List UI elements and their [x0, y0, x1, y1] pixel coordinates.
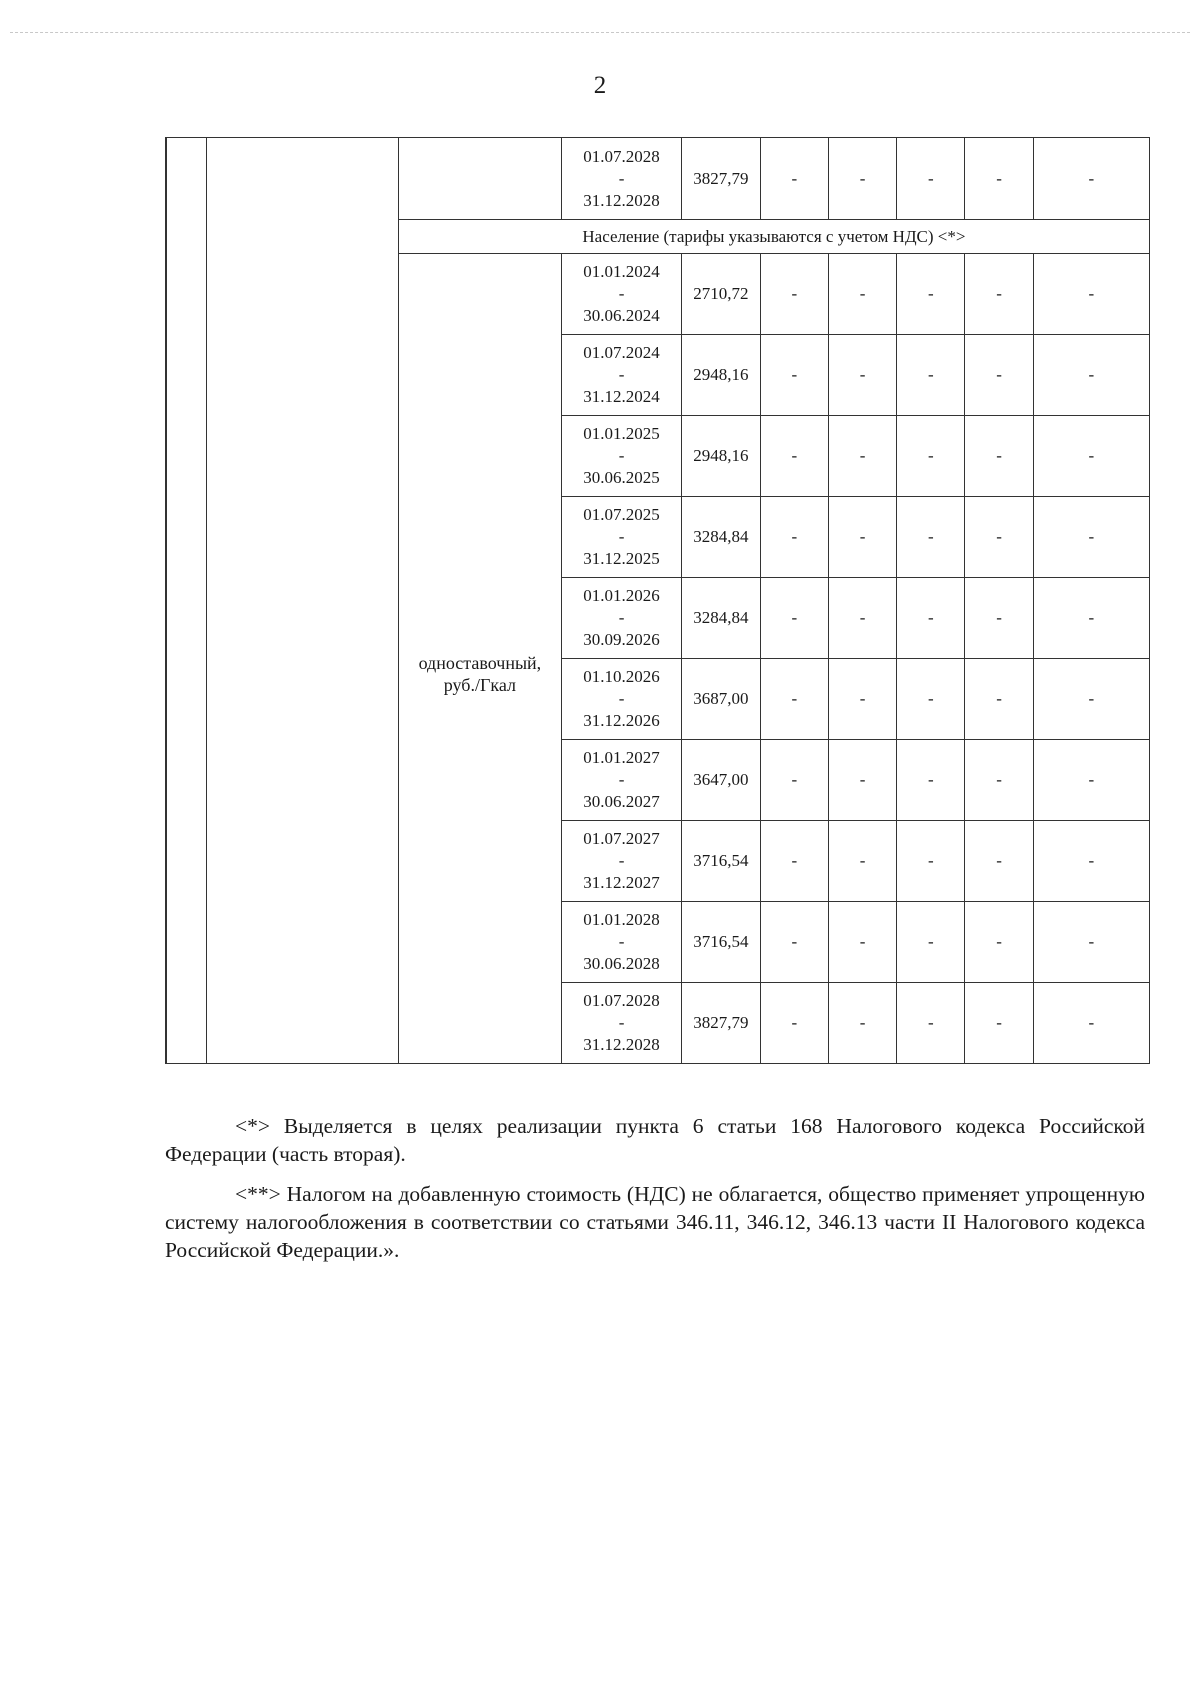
period-cell: [561, 659, 681, 740]
dash-cell: -: [897, 902, 965, 983]
period-to: 30.06.2027: [583, 792, 660, 811]
dash-cell: -: [828, 497, 896, 578]
period-to: 31.12.2027: [583, 873, 660, 892]
row-number-cell: [166, 138, 207, 1064]
dash-cell: -: [897, 254, 965, 335]
dash-cell: -: [828, 740, 896, 821]
dash-cell: -: [897, 578, 965, 659]
dash-cell: -: [760, 902, 828, 983]
period-cell: [561, 740, 681, 821]
period-to: 31.12.2025: [583, 549, 660, 568]
period-separator: -: [618, 851, 625, 870]
dash-cell: -: [760, 335, 828, 416]
dash-cell: -: [965, 902, 1033, 983]
dash-cell: -: [897, 821, 965, 902]
page-number: 2: [593, 72, 607, 99]
dash-cell: -: [965, 497, 1033, 578]
period-to: 31.12.2024: [583, 387, 660, 406]
period-cell: [561, 416, 681, 497]
rate-cell: 3284,84: [682, 497, 760, 578]
dash-cell: -: [897, 659, 965, 740]
rate-cell: 3687,00: [682, 659, 760, 740]
dash-cell: -: [1033, 821, 1149, 902]
dash-cell: -: [760, 416, 828, 497]
organization-cell: [207, 138, 399, 1064]
dash-cell: -: [828, 335, 896, 416]
period-separator: -: [618, 284, 625, 303]
dash-cell: -: [828, 578, 896, 659]
period-separator: -: [618, 446, 625, 465]
unit-label-line2: руб./Гкал: [443, 674, 516, 695]
dash-cell: -: [828, 138, 896, 220]
period-cell: [561, 902, 681, 983]
footnote-2: [165, 1180, 1145, 1264]
dash-cell: -: [760, 578, 828, 659]
period-cell: [561, 335, 681, 416]
dash-cell: -: [760, 497, 828, 578]
period-separator: -: [618, 770, 625, 789]
dash-cell: -: [828, 983, 896, 1064]
period-separator: -: [618, 932, 625, 951]
period-from: 01.01.2025: [583, 424, 660, 443]
dash-cell: -: [828, 254, 896, 335]
period-from: 01.01.2024: [583, 262, 660, 281]
dash-cell: -: [1033, 983, 1149, 1064]
period-to: 30.06.2028: [583, 954, 660, 973]
dash-cell: -: [965, 983, 1033, 1064]
dash-cell: -: [828, 659, 896, 740]
dash-cell: -: [1033, 497, 1149, 578]
dash-cell: -: [1033, 254, 1149, 335]
dash-cell: -: [760, 740, 828, 821]
dash-cell: -: [897, 497, 965, 578]
period-to: 31.12.2028: [583, 1035, 660, 1054]
period-cell: [561, 254, 681, 335]
footnote-2-text: <**> Налогом на добавленную стоимость (НДС) не облагается, общество применяет упрощенную систему налогообложения в соответствии со статьями 346.11, 346.12, 346.13 части II Налогового кодекса Российской Федерации.».: [165, 1182, 1145, 1262]
dash-cell: -: [1033, 416, 1149, 497]
dash-cell: -: [1033, 902, 1149, 983]
dash-cell: -: [965, 416, 1033, 497]
dash-cell: -: [897, 740, 965, 821]
dash-cell: -: [760, 821, 828, 902]
tariff-table: [165, 137, 1150, 1064]
scan-edge-line: [10, 32, 1190, 33]
unit-label-cell: [398, 254, 561, 1064]
dash-cell: -: [897, 138, 965, 220]
dash-cell: -: [1033, 138, 1149, 220]
period-separator: -: [618, 365, 625, 384]
rate-cell: 3716,54: [682, 821, 760, 902]
period-cell: [561, 578, 681, 659]
dash-cell: -: [828, 821, 896, 902]
dash-cell: -: [1033, 335, 1149, 416]
rate-cell: 2710,72: [682, 254, 760, 335]
footnote-1-text: <*> Выделяется в целях реализации пункта 6 статьи 168 Налогового кодекса Российской Федерации (часть вторая).: [165, 1114, 1145, 1166]
rate-cell: 2948,16: [682, 335, 760, 416]
dash-cell: -: [828, 902, 896, 983]
dash-cell: -: [760, 254, 828, 335]
tariff-table-body: [166, 138, 1150, 1064]
table-row: [166, 138, 1150, 220]
period-from: 01.07.2028: [583, 991, 660, 1010]
footnote-1: [165, 1112, 1145, 1168]
period-cell: [561, 497, 681, 578]
period-cell: [561, 983, 681, 1064]
unit-label-line1: одноставочный,: [418, 652, 542, 673]
period-from: 01.01.2028: [583, 910, 660, 929]
dash-cell: -: [965, 138, 1033, 220]
dash-cell: -: [897, 983, 965, 1064]
dash-cell: -: [760, 659, 828, 740]
section-header-population: Население (тарифы указываются с учетом НДС) <*>: [398, 220, 1149, 254]
period-to: 30.06.2024: [583, 306, 660, 325]
dash-cell: -: [965, 740, 1033, 821]
rate-cell: 3827,79: [682, 138, 760, 220]
period-from: 01.07.2024: [583, 343, 660, 362]
rate-cell: 3827,79: [682, 983, 760, 1064]
period-separator: -: [618, 168, 625, 188]
dash-cell: -: [760, 138, 828, 220]
period-to: 30.09.2026: [583, 630, 660, 649]
period-separator: -: [618, 689, 625, 708]
rate-cell: 3647,00: [682, 740, 760, 821]
rate-cell: 3284,84: [682, 578, 760, 659]
unit-cell-top: [398, 138, 561, 220]
dash-cell: -: [897, 416, 965, 497]
dash-cell: -: [828, 416, 896, 497]
rate-cell: 3716,54: [682, 902, 760, 983]
period-from: 01.07.2027: [583, 829, 660, 848]
period-cell: [561, 821, 681, 902]
dash-cell: -: [965, 254, 1033, 335]
dash-cell: -: [965, 335, 1033, 416]
period-separator: -: [618, 608, 625, 627]
period-from: 01.07.2028: [583, 146, 660, 166]
dash-cell: -: [897, 335, 965, 416]
dash-cell: -: [760, 983, 828, 1064]
period-from: 01.01.2026: [583, 586, 660, 605]
dash-cell: -: [965, 578, 1033, 659]
dash-cell: -: [1033, 659, 1149, 740]
period-to: 31.12.2026: [583, 711, 660, 730]
period-from: 01.10.2026: [583, 667, 660, 686]
rate-cell: 2948,16: [682, 416, 760, 497]
period-separator: -: [618, 527, 625, 546]
dash-cell: -: [965, 821, 1033, 902]
period-from: 01.01.2027: [583, 748, 660, 767]
period-separator: -: [618, 1013, 625, 1032]
period-from: 01.07.2025: [583, 505, 660, 524]
dash-cell: -: [1033, 578, 1149, 659]
period-to: 30.06.2025: [583, 468, 660, 487]
dash-cell: -: [965, 659, 1033, 740]
dash-cell: -: [1033, 740, 1149, 821]
period-cell: [561, 138, 681, 220]
period-to: 31.12.2028: [583, 190, 660, 210]
